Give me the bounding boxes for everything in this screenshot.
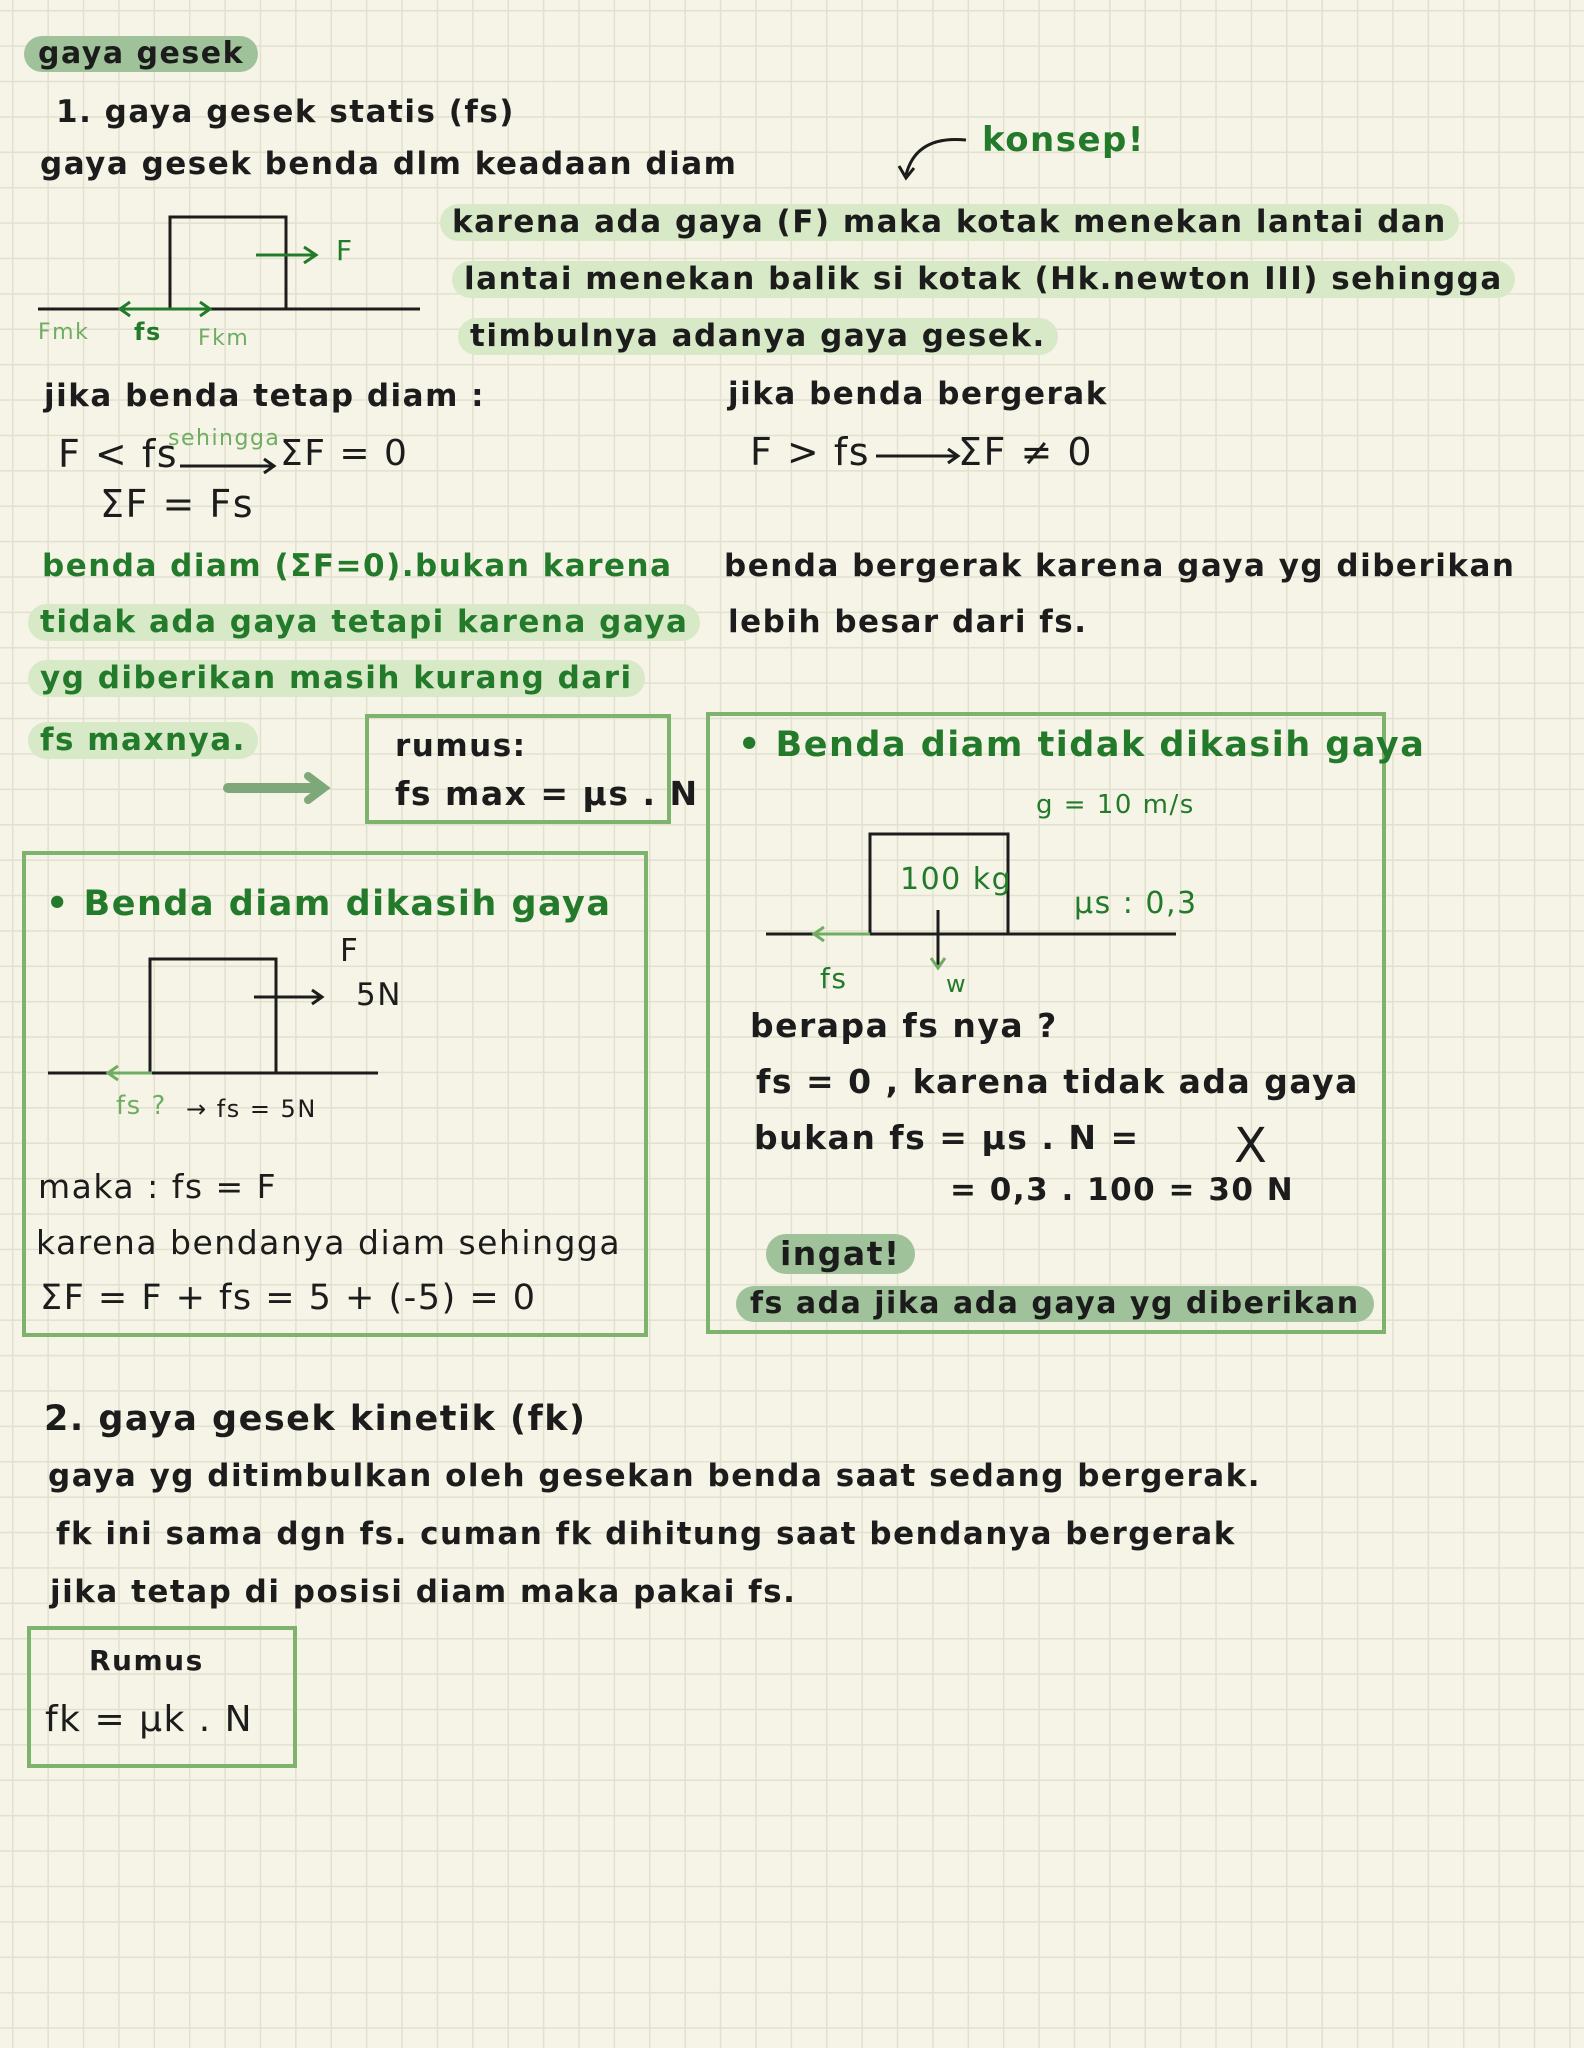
- bergerak-eq-right: ΣF ≠ 0: [958, 430, 1094, 474]
- diam-eq1-arrow-label: sehingga: [168, 426, 281, 451]
- bergerak-arrow-icon: [876, 448, 966, 468]
- box1-force-value: 5N: [356, 977, 402, 1013]
- diam-explanation-1: benda diam (ΣF=0).bukan karena: [42, 548, 673, 584]
- box1-fs-result: → fs = 5N: [186, 1095, 317, 1123]
- rumus-fk-label: Rumus: [89, 1644, 204, 1677]
- diagram1-fmk-label: Fmk: [38, 320, 90, 345]
- diagram1-fkm-label: Fkm: [198, 326, 250, 351]
- rumus-arrow-icon: [228, 770, 338, 810]
- box1-title: • Benda diam dikasih gaya: [46, 884, 612, 924]
- diam-eq2: ΣF = Fs: [100, 482, 255, 526]
- box2-mass: 100 kg: [900, 862, 1013, 897]
- rumus-fk-formula: fk = μk . N: [45, 1699, 254, 1740]
- box2-fs-label: fs: [820, 962, 848, 995]
- section1-heading: 1. gaya gesek statis (fs): [56, 94, 515, 130]
- section2-heading: 2. gaya gesek kinetik (fk): [44, 1399, 587, 1439]
- box2-g: g = 10 m/s: [1036, 790, 1195, 820]
- diam-eq1-arrow-icon: [180, 458, 280, 478]
- bergerak-eq: F > fs: [750, 430, 871, 474]
- konsep-line-3: timbulnya adanya gaya gesek.: [458, 318, 1058, 355]
- box2-mu: μs : 0,3: [1074, 886, 1198, 921]
- box2-cross-icon: X: [1234, 1118, 1269, 1174]
- diam-eq1-right: ΣF = 0: [280, 433, 409, 474]
- konsep-line-2: lantai menekan balik si kotak (Hk.newton III) sehingga: [452, 261, 1515, 298]
- section2-line-3: jika tetap di posisi diam maka pakai fs.: [50, 1574, 797, 1610]
- box2-line-2: fs = 0 , karena tidak ada gaya: [756, 1062, 1359, 1101]
- bergerak-explanation-2: lebih besar dari fs.: [728, 604, 1088, 640]
- box-diam-dikasih-gaya: [22, 851, 648, 1337]
- konsep-line-1: karena ada gaya (F) maka kotak menekan lantai dan: [440, 204, 1459, 241]
- diagram1-force-label: F: [336, 234, 354, 267]
- rumus-fk-box: [27, 1626, 297, 1768]
- box1-diagram: [48, 959, 408, 1089]
- rumus-fs-box: [365, 714, 699, 824]
- diam-heading: jika benda tetap diam :: [44, 378, 486, 414]
- konsep-label: konsep!: [982, 120, 1145, 160]
- box2-line-4: = 0,3 . 100 = 30 N: [950, 1172, 1295, 1208]
- box1-line-3: ΣF = F + fs = 5 + (-5) = 0: [40, 1278, 537, 1318]
- box2-w-label: w: [946, 970, 968, 998]
- diam-explanation-3: yg diberikan masih kurang dari: [28, 660, 645, 697]
- box2-ingat: ingat!: [766, 1234, 915, 1274]
- diam-eq1-left: F < fs: [58, 432, 179, 476]
- box-diam-tanpa-gaya: [706, 712, 1426, 1334]
- section1-definition: gaya gesek benda dlm keadaan diam: [40, 146, 738, 182]
- rumus-fs-formula: fs max = μs . N: [395, 774, 699, 813]
- box2-line-3: bukan fs = μs . N =: [754, 1118, 1140, 1157]
- diam-explanation-2: tidak ada gaya tetapi karena gaya: [28, 604, 700, 641]
- section2-line-2: fk ini sama dgn fs. cuman fk dihitung saat bendanya bergerak: [56, 1516, 1236, 1552]
- diagram1-fs-label: fs: [134, 318, 162, 346]
- box2-title: • Benda diam tidak dikasih gaya: [738, 725, 1426, 765]
- box1-line-2: karena bendanya diam sehingga: [36, 1223, 622, 1262]
- diam-explanation-4: fs maxnya.: [28, 722, 258, 759]
- section2-line-1: gaya yg ditimbulkan oleh gesekan benda saat sedang bergerak.: [48, 1458, 1262, 1494]
- page-title: gaya gesek: [24, 36, 258, 72]
- box1-force-label: F: [340, 933, 360, 969]
- box2-line-1: berapa fs nya ?: [750, 1006, 1058, 1045]
- box2-note: fs ada jika ada gaya yg diberikan: [736, 1286, 1374, 1322]
- bergerak-heading: jika benda bergerak: [728, 376, 1108, 412]
- konsep-arrow-icon: [896, 130, 976, 190]
- bergerak-explanation-1: benda bergerak karena gaya yg diberikan: [724, 548, 1516, 584]
- box1-line-1: maka : fs = F: [38, 1167, 278, 1206]
- box1-fs-label: fs ?: [116, 1091, 167, 1121]
- rumus-fs-label: rumus:: [395, 728, 527, 764]
